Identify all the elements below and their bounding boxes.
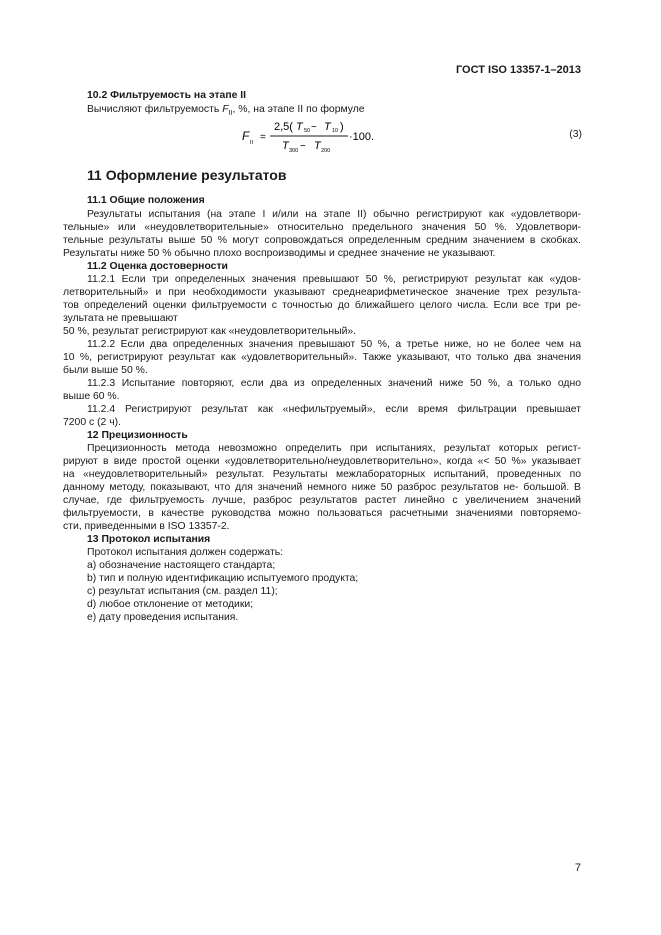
formula-lhs: F xyxy=(242,129,250,143)
intro-text-b: , %, на этапе II по формуле xyxy=(232,104,365,115)
s11-2-2-line-1: 11.2.2 Если два определенных значения превышают 50 %, а третье ниже, но не более чем на xyxy=(87,339,581,350)
page-number: 7 xyxy=(574,862,581,874)
s11-2-1-line-5: 50 %, результат регистрируют как «неудовлетворительный». xyxy=(63,326,357,337)
s12-line-2: рируют в виде простой оценки «удовлетворительно/неудовлетворительно», когда «< 50 %» указывает xyxy=(63,456,581,467)
s11-2-1-line-1: 11.2.1 Если три определенных значения превышают 50 %, регистрируют результат как «удов- xyxy=(87,274,581,285)
formula-den-t2-sub: 200 xyxy=(321,148,331,154)
formula-num-t2-sub: 10 xyxy=(332,128,339,134)
formula-den-t1-sub: 300 xyxy=(289,148,299,154)
formula-num-minus: − xyxy=(311,122,317,133)
section-12-title: 12 Прецизионность xyxy=(87,430,188,441)
s13-item-c: c) результат испытания (см. раздел 11); xyxy=(87,586,278,597)
section-11-1-title: 11.1 Общие положения xyxy=(87,195,205,206)
s11-2-3-line-2: выше 60 %. xyxy=(63,391,120,402)
formula-lhs-sub: II xyxy=(250,140,254,146)
section-10-2-title: 10.2 Фильтруемость на этапе II xyxy=(87,90,247,101)
s11-2-2-line-2: 10 %, регистрируют результат как «удовлетворительный». Также указывают, что только два значения xyxy=(63,352,581,363)
s13-item-b: b) тип и полную идентификацию испытуемого продукта; xyxy=(87,573,359,584)
formula-number: (3) xyxy=(569,129,582,140)
formula-num-coef: 2,5( xyxy=(274,121,293,133)
s12-line-7: сти, приведенными в ISO 13357-2. xyxy=(63,521,230,532)
s11-2-1-line-4: зультата не превышают xyxy=(63,313,178,324)
s11-2-2-line-3: были выше 50 %. xyxy=(63,365,148,376)
s11-2-4-line-1: 11.2.4 Регистрируют результат как «нефильтруемый», если время фильтрации превышает xyxy=(87,404,581,415)
formula-num-close: ) xyxy=(340,121,344,133)
intro-var: F xyxy=(222,104,229,115)
s13-item-e: e) дату проведения испытания. xyxy=(87,612,239,623)
section-11-2-title: 11.2 Оценка достоверности xyxy=(87,261,228,272)
s12-line-3: на «неудовлетворительный» результат. Результаты межлабораторных испытаний, проведенных по xyxy=(63,469,581,480)
document-id: ГОСТ ISO 13357-1–2013 xyxy=(455,64,581,76)
s11-1-line-1: Результаты испытания (на этапе I и/или на этапе II) обычно регистрируют как «удовлетвори- xyxy=(87,209,581,220)
formula-3 xyxy=(240,116,400,158)
s11-2-4-line-2: 7200 с (2 ч). xyxy=(63,417,121,428)
section-11-title: 11 Оформление результатов xyxy=(87,167,287,183)
s12-line-4: данному методу, показывают, что для значений немного ниже 50 разброс результатов не- большой. В xyxy=(63,482,581,493)
s13-item-a: а) обозначение настоящего стандарта; xyxy=(87,560,276,571)
s11-2-3-line-1: 11.2.3 Испытание повторяют, если два из определенных значений ниже 50 %, а только одно xyxy=(87,378,581,389)
intro-var-sub: II xyxy=(228,110,233,118)
formula-equals: = xyxy=(260,132,266,143)
s12-line-1: Прецизионность метода невозможно определить при испытаниях, результат которых регист- xyxy=(87,443,581,454)
formula-den-t2: T xyxy=(314,140,321,152)
formula-mult: ·100. xyxy=(349,131,375,143)
s12-line-6: фильтруемости, в качестве руководства можно пользоваться расчетными значениями повторяемо- xyxy=(63,508,581,519)
s11-1-line-3: тельные результаты выше 50 % могут сопровождаться определенным средним значением в скобках. xyxy=(63,235,581,246)
s12-line-5: случае, где фильтруемость лучше, разброс результатов растет линейно с увеличением значений xyxy=(63,495,581,506)
s11-2-1-line-2: летворительный» и при необходимости указывают среднеарифметическое значение трех результа- xyxy=(63,287,581,298)
section-13-title: 13 Протокол испытания xyxy=(87,534,211,545)
formula-num-t1-sub: 50 xyxy=(304,128,311,134)
s13-item-d: d) любое отклонение от методики; xyxy=(87,599,254,610)
intro-text-a: Вычисляют фильтруемость xyxy=(87,104,223,115)
formula-num-t1: T xyxy=(296,121,303,133)
formula-num-t2: T xyxy=(324,121,331,133)
s11-1-line-2: тельные» или «неудовлетворительные» относительно предельного значения 50 %. Удовлетвори- xyxy=(63,222,581,233)
formula-den-minus: − xyxy=(300,141,306,152)
s11-1-line-4: Результаты ниже 50 % обычно плохо воспроизводимы и среднее значение не указывают. xyxy=(63,248,496,259)
s11-2-1-line-3: тов определений оценки фильтруемости с точностью до ближайшего целого числа. Если все три ре- xyxy=(63,300,581,311)
s13-intro: Протокол испытания должен содержать: xyxy=(87,547,284,558)
formula-den-t1: T xyxy=(282,140,289,152)
